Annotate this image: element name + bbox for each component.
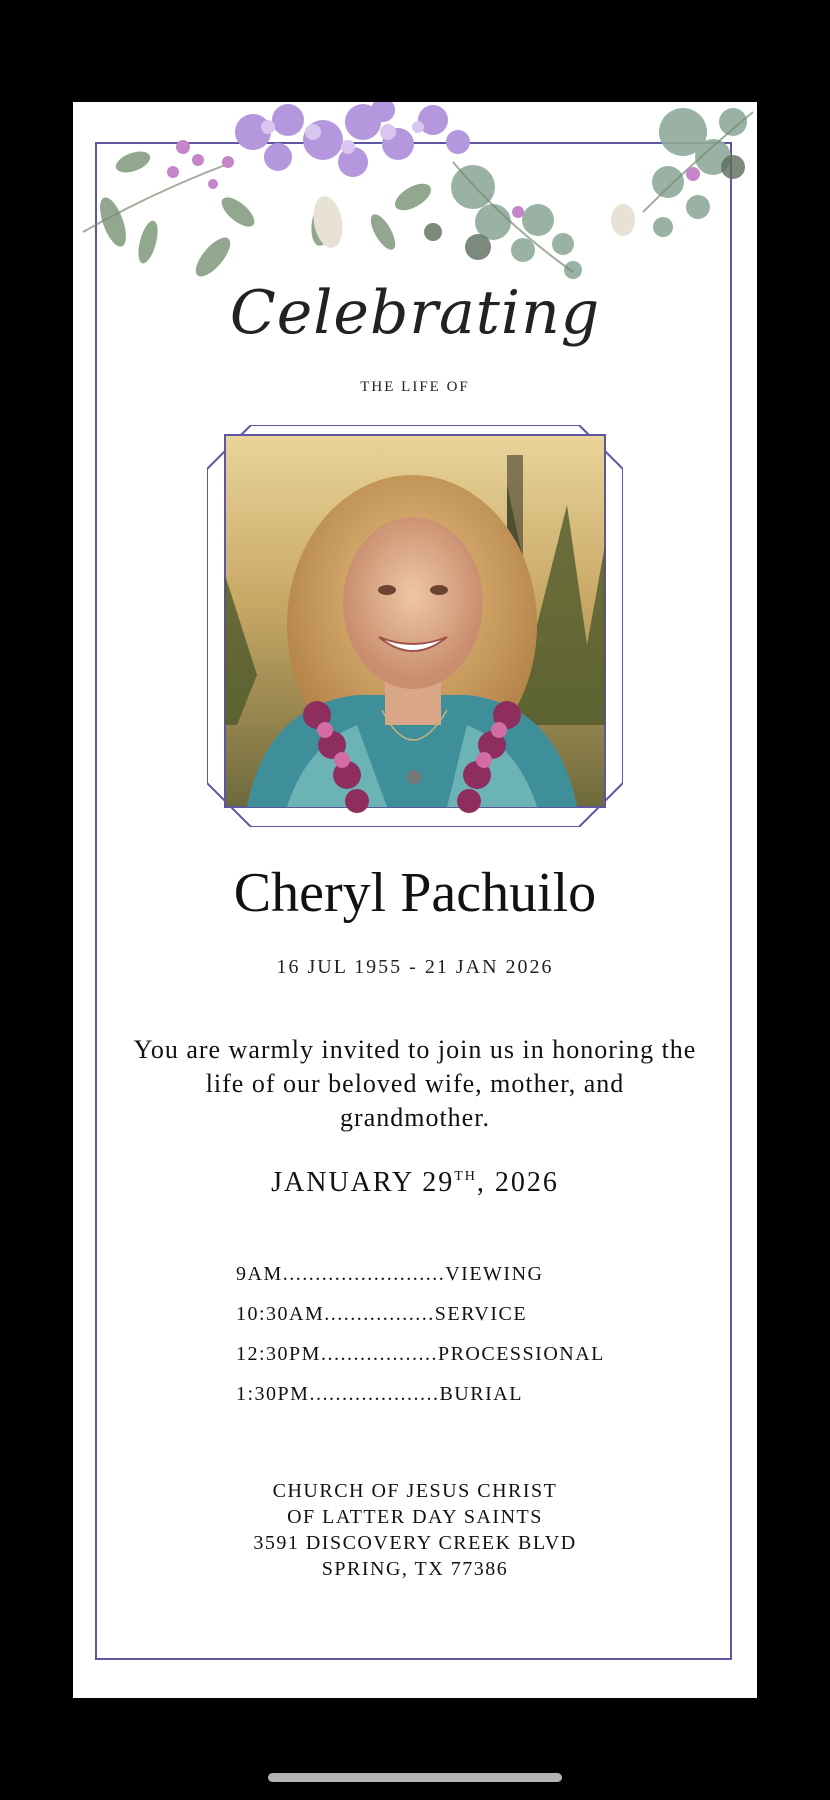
schedule-event: VIEWING: [445, 1263, 544, 1285]
location-address: [73, 1478, 757, 1582]
schedule-item: [236, 1374, 605, 1414]
event-date-month-day: JANUARY 29: [271, 1167, 455, 1198]
schedule-time: 12:30PM: [236, 1343, 321, 1365]
address-line: CHURCH OF JESUS CHRIST: [272, 1480, 558, 1502]
schedule-dots: ....................: [309, 1383, 440, 1405]
schedule-list: [236, 1254, 605, 1414]
event-date: [73, 1167, 757, 1199]
schedule-time: 9AM: [236, 1263, 283, 1285]
schedule-time: 10:30AM: [236, 1303, 325, 1325]
event-date-suffix: TH: [454, 1169, 477, 1184]
the-life-of-subtitle: THE LIFE OF: [360, 379, 470, 395]
address-line: SPRING, TX 77386: [321, 1558, 509, 1580]
address-line: OF LATTER DAY SAINTS: [287, 1506, 543, 1528]
schedule-item: [236, 1254, 605, 1294]
deceased-name: Cheryl Pachuilo: [233, 862, 597, 924]
celebrating-script-title: Celebrating: [229, 278, 601, 348]
address-line: 3591 DISCOVERY CREEK BLVD: [253, 1532, 577, 1554]
portrait-photo-frame: [207, 425, 623, 827]
schedule-dots: .................: [324, 1303, 435, 1325]
schedule-item: [236, 1334, 605, 1374]
schedule-event: SERVICE: [434, 1303, 528, 1325]
life-dates: 16 JUL 1955 - 21 JAN 2026: [276, 956, 554, 978]
funeral-program-card: [73, 102, 757, 1698]
event-date-year: , 2026: [476, 1167, 559, 1198]
schedule-dots: .........................: [282, 1263, 446, 1285]
invitation-text: You are warmly invited to join us in honoring the life of our beloved wife, mother, and grandmother.: [133, 1035, 697, 1132]
schedule-dots: ..................: [320, 1343, 438, 1365]
portrait-photo-icon: [207, 425, 623, 827]
schedule-time: 1:30PM: [236, 1383, 310, 1405]
home-indicator-bar[interactable]: [268, 1773, 562, 1782]
schedule-event: PROCESSIONAL: [437, 1343, 605, 1365]
schedule-event: BURIAL: [439, 1383, 523, 1405]
floral-garland-icon: [73, 102, 757, 302]
schedule-item: [236, 1294, 605, 1334]
